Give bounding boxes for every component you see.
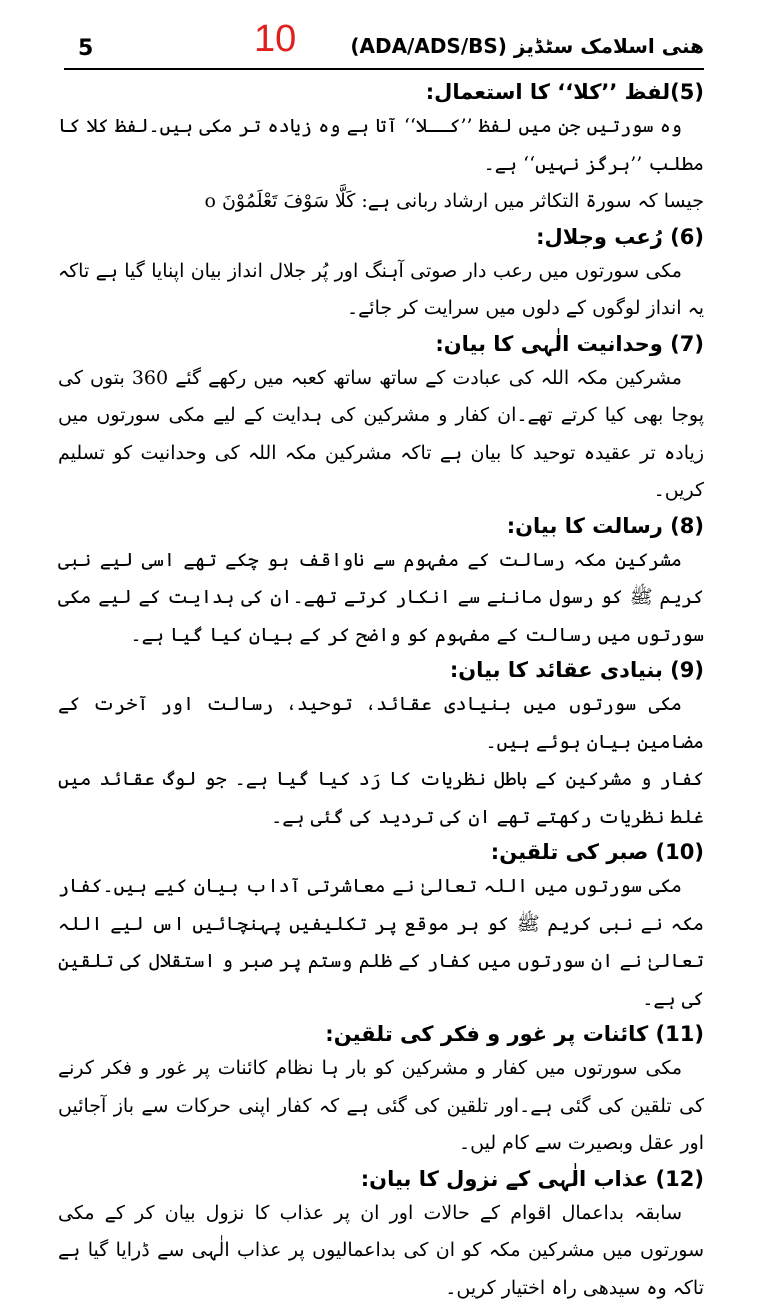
section-8 xyxy=(58,510,704,655)
section-12 xyxy=(58,1163,704,1307)
section-5 xyxy=(58,76,704,221)
section-heading: (10) صبر کی تلقین: xyxy=(58,836,704,868)
section-6 xyxy=(58,221,704,328)
paragraph: مکی سورتوں میں اللہ تعالیٰ نے معاشرتی آداب بیان کیے ہیں۔کفار مکہ نے نبی کریم ﷺ کو ہر موقع پر تکلیفیں پہنچائیں اس لیے اللہ تعالیٰ نے ان سورتوں میں کفار کے ظلم وستم پر صبر و استقلال کی تلقین کی ہے۔ xyxy=(58,868,704,1018)
page-header xyxy=(64,22,704,70)
paragraph: مکی سورتوں میں رعب دار صوتی آہنگ اور پُر جلال انداز بیان اپنایا گیا ہے تاکہ یہ انداز لوگوں کے دلوں میں سرایت کر جائے۔ xyxy=(58,253,704,328)
page-number: 5 xyxy=(78,36,93,61)
section-heading: (9) بنیادی عقائد کا بیان: xyxy=(58,654,704,686)
section-heading: (8) رسالت کا بیان: xyxy=(58,510,704,542)
paragraph: وہ سورتیں جن میں لفظ ’’کــلا‘‘ آتا ہے وہ زیادہ تر مکی ہیں۔لفظ کلا کا مطلب ’’ہرگز نہیں‘‘ ہے۔ xyxy=(58,108,704,183)
paragraph: سابقہ بداعمال اقوام کے حالات اور ان پر عذاب کا نزول بیان کر کے مکی سورتوں میں مشرکین مکہ کو ان کی بداعمالیوں پر عذاب الٰہی سے ڈرایا گیا ہے تاکہ وہ سیدھی راہ اختیار کریں۔ xyxy=(58,1195,704,1307)
section-heading: (11) کائنات پر غور و فکر کی تلقین: xyxy=(58,1018,704,1050)
section-7 xyxy=(58,328,704,510)
section-11 xyxy=(58,1018,704,1163)
section-heading: (7) وحدانیت الٰہی کا بیان: xyxy=(58,328,704,360)
paragraph: مشرکین مکہ اللہ کی عبادت کے ساتھ ساتھ کعبہ میں رکھے گئے 360 بتوں کی پوجا بھی کیا کرتے تھے۔ان کفار و مشرکین کی ہدایت کے لیے مکی سورتوں میں زیادہ تر عقیدہ توحید کا بیان ہے تاکہ مشرکین مکہ اللہ کی وحدانیت کو تسلیم کریں۔ xyxy=(58,360,704,510)
red-page-marker: 10 xyxy=(254,18,296,61)
section-9 xyxy=(58,654,704,836)
page-content xyxy=(58,76,704,1307)
book-title: ھنی اسلامک سٹڈیز (ADA/ADS/BS) xyxy=(350,34,704,58)
section-10 xyxy=(58,836,704,1018)
section-heading: (5)لفظ ’’کلا‘‘ کا استعمال: xyxy=(58,76,704,108)
paragraph: مکی سورتوں میں بنیادی عقائد، توحید، رسالت اور آخرت کے مضامین بیان ہوئے ہیں۔ xyxy=(58,686,704,761)
section-heading: (12) عذاب الٰہی کے نزول کا بیان: xyxy=(58,1163,704,1195)
paragraph: مکی سورتوں میں کفار و مشرکین کو بار ہا نظام کائنات پر غور و فکر کرنے کی تلقین کی گئی ہے۔اور تلقین کی گئی ہے کہ کفار اپنی حرکات سے باز آجائیں اور عقل وبصیرت سے کام لیں۔ xyxy=(58,1050,704,1163)
section-heading: (6) رُعب وجلال: xyxy=(58,221,704,253)
quran-verse-line: جیسا کہ سورۃ التکاثر میں ارشاد ربانی ہے: کَلَّا سَوْفَ تَعْلَمُوْنَ o xyxy=(58,183,704,221)
paragraph: مشرکین مکہ رسالت کے مفہوم سے ناواقف ہو چکے تھے اسی لیے نبی کریم ﷺ کو رسول ماننے سے انکار کرتے تھے۔ان کی ہدایت کے لیے مکی سورتوں میں رسالت کے مفہوم کو واضح کر کے بیان کیا گیا ہے۔ xyxy=(58,542,704,655)
paragraph: کفار و مشرکین کے باطل نظریات کا رَد کیا گیا ہے۔ جو لوگ عقائد میں غلط نظریات رکھتے تھے ان کی تردید کی گئی ہے۔ xyxy=(58,761,704,836)
